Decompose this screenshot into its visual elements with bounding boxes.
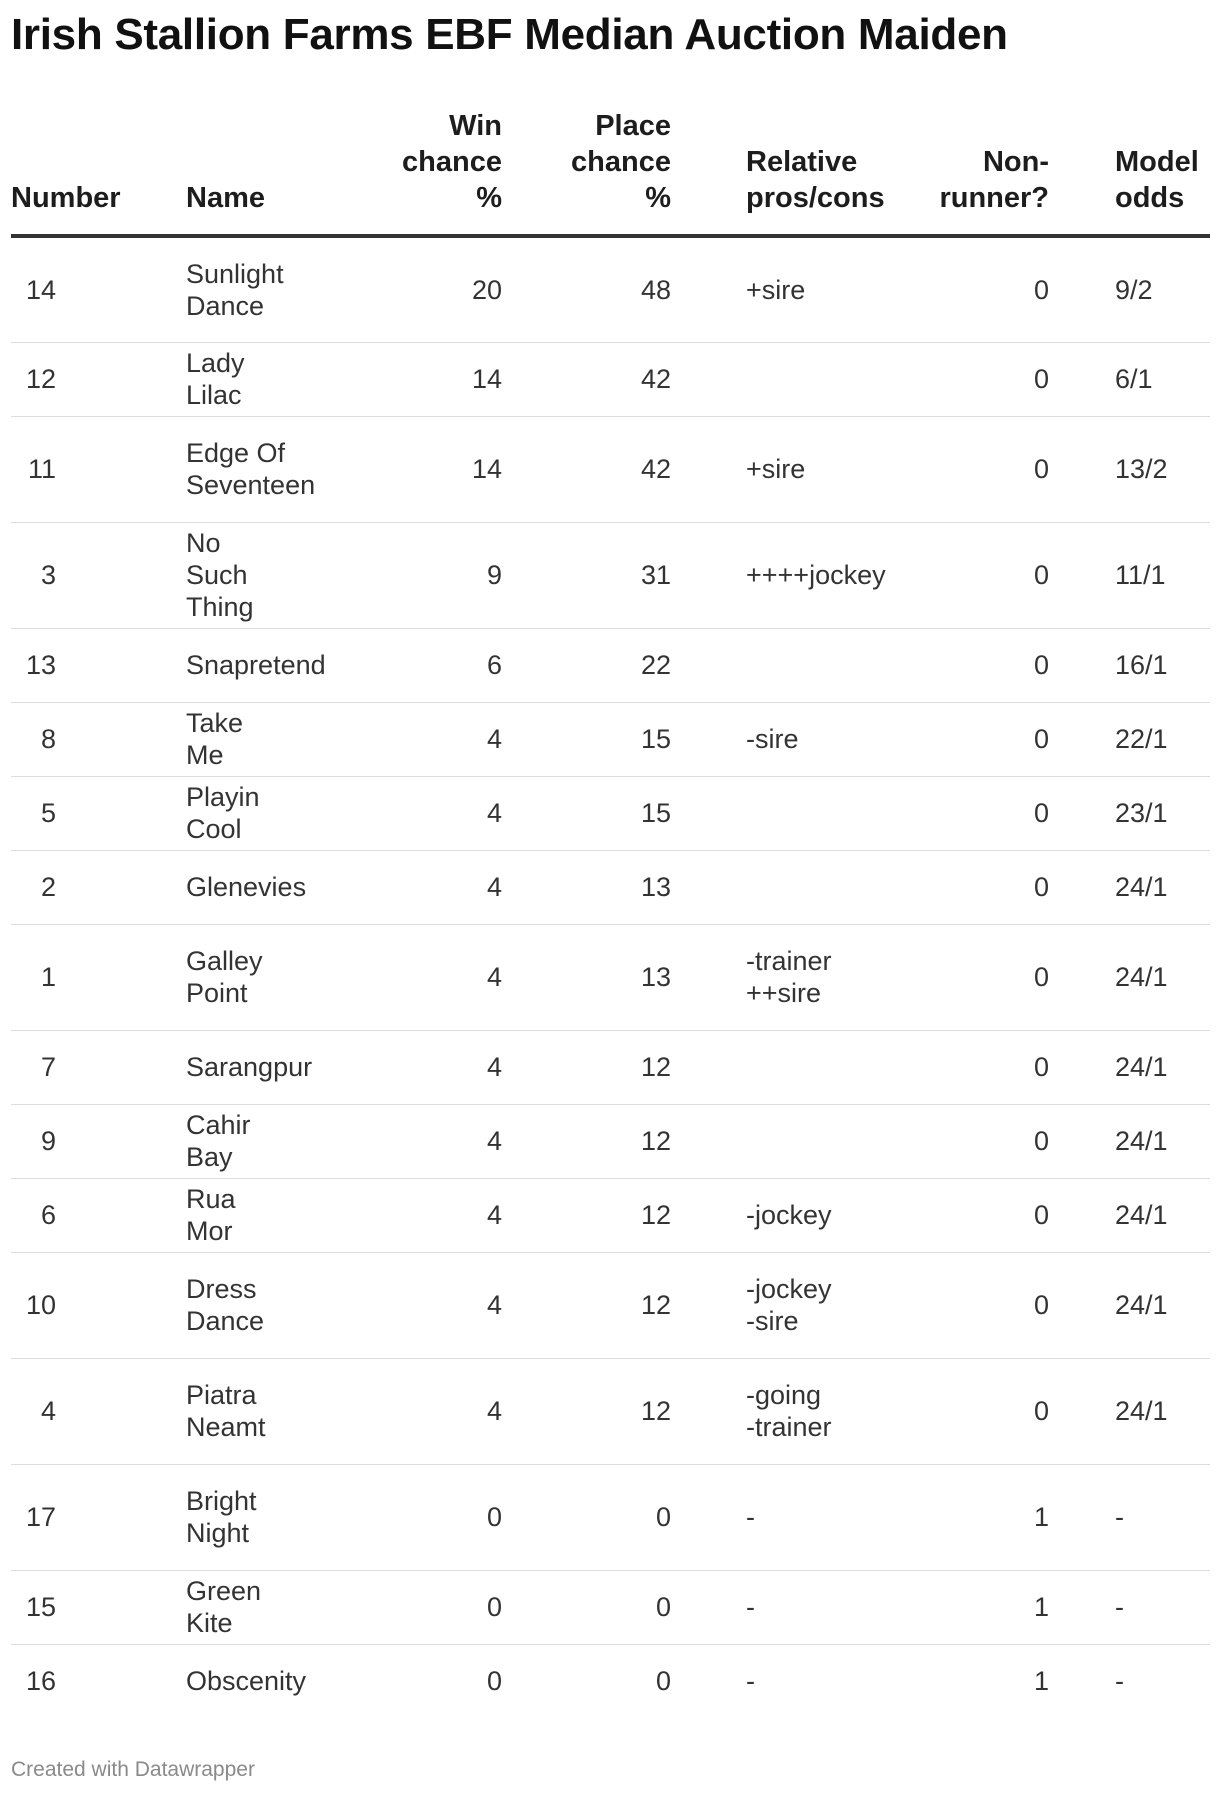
cell-model-odds: 11/1 — [1059, 522, 1210, 628]
column-header-non-runner[interactable]: Non- runner? — [886, 108, 1059, 236]
cell-non-runner: 0 — [886, 776, 1059, 850]
cell-number: 12 — [11, 342, 111, 416]
cell-win-chance: 4 — [286, 1030, 512, 1104]
table-row — [11, 702, 1210, 776]
cell-number: 7 — [11, 1030, 111, 1104]
cell-pros-cons: +sire — [681, 416, 886, 522]
cell-place-chance: 42 — [512, 416, 681, 522]
cell-win-chance: 6 — [286, 628, 512, 702]
cell-name: Green Kite — [111, 1570, 286, 1644]
cell-non-runner: 1 — [1033, 1666, 1049, 1697]
cell-name: Rua Mor — [111, 1178, 286, 1252]
table-row — [11, 416, 1210, 522]
cell-pros-cons — [681, 850, 886, 924]
cell-place-chance: 12 — [512, 1252, 681, 1358]
table-row — [11, 522, 1210, 628]
cell-win-chance: 14 — [286, 416, 512, 522]
cell-non-runner: 0 — [886, 924, 1059, 1030]
cell-pros-cons: - — [746, 1666, 755, 1697]
table-row — [11, 1030, 1210, 1104]
cell-non-runner: 0 — [886, 628, 1059, 702]
cell-win-chance: 4 — [286, 1252, 512, 1358]
cell-model-odds: 9/2 — [1059, 236, 1210, 342]
cell-model-odds: 24/1 — [1059, 1358, 1210, 1464]
cell-number: 8 — [11, 702, 111, 776]
cell-model-odds: 24/1 — [1059, 924, 1210, 1030]
cell-non-runner: 0 — [886, 1178, 1059, 1252]
cell-win-chance: 0 — [286, 1464, 512, 1570]
cell-number: 2 — [11, 850, 111, 924]
cell-place-chance: 12 — [512, 1358, 681, 1464]
cell-place-chance: 31 — [512, 522, 681, 628]
cell-pros-cons — [681, 776, 886, 850]
table-row — [11, 1570, 1210, 1644]
cell-pros-cons: +sire — [681, 236, 886, 342]
cell-name: Edge Of Seventeen — [111, 416, 286, 522]
cell-non-runner: 1 — [886, 1464, 1059, 1570]
cell-place-chance: 15 — [512, 702, 681, 776]
cell-number: 3 — [11, 522, 111, 628]
cell-number: 5 — [11, 776, 111, 850]
table-row — [11, 342, 1210, 416]
cell-number: 16 — [25, 1666, 56, 1697]
cell-place-chance: 42 — [512, 342, 681, 416]
cell-model-odds: 24/1 — [1059, 1178, 1210, 1252]
table-row — [11, 1644, 1210, 1718]
column-header-win-chance[interactable]: Win chance % — [286, 108, 512, 236]
cell-win-chance: 20 — [286, 236, 512, 342]
cell-model-odds: 16/1 — [1059, 628, 1210, 702]
cell-model-odds: 23/1 — [1059, 776, 1210, 850]
cell-number: 9 — [11, 1104, 111, 1178]
cell-win-chance: 4 — [286, 1104, 512, 1178]
cell-place-chance: 12 — [512, 1178, 681, 1252]
cell-place-chance: 22 — [512, 628, 681, 702]
cell-number: 4 — [11, 1358, 111, 1464]
table-row — [11, 1104, 1210, 1178]
cell-name: Obscenity — [186, 1666, 307, 1697]
cell-win-chance: 14 — [286, 342, 512, 416]
column-header-name[interactable]: Name — [111, 108, 286, 236]
runners-table — [11, 108, 1210, 1718]
table-row — [11, 236, 1210, 342]
cell-number: 6 — [11, 1178, 111, 1252]
cell-model-odds: - — [1115, 1666, 1124, 1697]
cell-pros-cons — [681, 628, 886, 702]
table-row — [11, 1178, 1210, 1252]
cell-name: Playin Cool — [111, 776, 286, 850]
cell-number: 15 — [11, 1570, 111, 1644]
cell-place-chance: 0 — [512, 1570, 681, 1644]
cell-model-odds: - — [1059, 1570, 1210, 1644]
cell-name: Dress Dance — [111, 1252, 286, 1358]
table-header-row — [11, 108, 1210, 236]
page-title: Irish Stallion Farms EBF Median Auction Maiden — [11, 10, 1008, 59]
cell-non-runner: 0 — [886, 702, 1059, 776]
cell-pros-cons: -sire — [681, 702, 886, 776]
cell-name: Sarangpur — [111, 1030, 286, 1104]
cell-win-chance: 0 — [486, 1666, 502, 1697]
cell-non-runner: 0 — [886, 342, 1059, 416]
table-row — [11, 850, 1210, 924]
cell-non-runner: 0 — [886, 1030, 1059, 1104]
cell-non-runner: 0 — [886, 1252, 1059, 1358]
column-header-model-odds[interactable]: Model odds — [1059, 108, 1210, 236]
cell-model-odds: 24/1 — [1059, 1030, 1210, 1104]
cell-place-chance: 0 — [512, 1464, 681, 1570]
cell-name: Piatra Neamt — [111, 1358, 286, 1464]
table-row — [11, 776, 1210, 850]
cell-number: 11 — [11, 416, 111, 522]
table-row — [11, 1252, 1210, 1358]
cell-non-runner: 0 — [886, 416, 1059, 522]
cell-name: Cahir Bay — [111, 1104, 286, 1178]
column-header-number[interactable]: Number — [11, 108, 111, 236]
cell-name: Lady Lilac — [111, 342, 286, 416]
cell-win-chance: 4 — [286, 850, 512, 924]
cell-name: Sunlight Dance — [111, 236, 286, 342]
cell-name: Glenevies — [111, 850, 286, 924]
cell-win-chance: 4 — [286, 1358, 512, 1464]
cell-pros-cons — [681, 342, 886, 416]
cell-name: Take Me — [111, 702, 286, 776]
cell-non-runner: 1 — [886, 1570, 1059, 1644]
cell-pros-cons: -jockey -sire — [681, 1252, 886, 1358]
cell-win-chance: 0 — [286, 1570, 512, 1644]
cell-win-chance: 4 — [286, 702, 512, 776]
cell-non-runner: 0 — [886, 1104, 1059, 1178]
cell-number: 14 — [11, 236, 111, 342]
cell-place-chance: 13 — [512, 850, 681, 924]
cell-pros-cons: ++++jockey — [681, 522, 886, 628]
cell-model-odds: 6/1 — [1059, 342, 1210, 416]
cell-pros-cons: -going -trainer — [681, 1358, 886, 1464]
cell-name: Snapretend — [111, 628, 286, 702]
cell-place-chance: 0 — [655, 1666, 671, 1697]
cell-model-odds: 24/1 — [1059, 1252, 1210, 1358]
cell-number: 17 — [11, 1464, 111, 1570]
cell-pros-cons: - — [681, 1464, 886, 1570]
cell-place-chance: 12 — [512, 1030, 681, 1104]
cell-win-chance: 4 — [286, 776, 512, 850]
cell-non-runner: 0 — [886, 1358, 1059, 1464]
table-row — [11, 924, 1210, 1030]
cell-win-chance: 4 — [286, 1178, 512, 1252]
cell-model-odds: 24/1 — [1059, 1104, 1210, 1178]
column-header-pros-cons[interactable]: Relative pros/cons — [681, 108, 886, 236]
cell-number: 13 — [11, 628, 111, 702]
table-body — [11, 236, 1210, 1718]
table-row — [11, 628, 1210, 702]
cell-model-odds: - — [1059, 1464, 1210, 1570]
cell-non-runner: 0 — [886, 522, 1059, 628]
table-row — [11, 1464, 1210, 1570]
cell-win-chance: 4 — [286, 924, 512, 1030]
cell-pros-cons — [681, 1104, 886, 1178]
cell-win-chance: 9 — [286, 522, 512, 628]
cell-name: Bright Night — [111, 1464, 286, 1570]
cell-pros-cons: - — [681, 1570, 886, 1644]
datawrapper-credit[interactable]: Created with Datawrapper — [11, 1758, 255, 1781]
cell-pros-cons — [681, 1030, 886, 1104]
cell-place-chance: 48 — [512, 236, 681, 342]
cell-non-runner: 0 — [886, 236, 1059, 342]
cell-number: 1 — [11, 924, 111, 1030]
cell-non-runner: 0 — [886, 850, 1059, 924]
cell-pros-cons: -trainer ++sire — [681, 924, 886, 1030]
cell-pros-cons: -jockey — [681, 1178, 886, 1252]
cell-model-odds: 13/2 — [1059, 416, 1210, 522]
cell-name: No Such Thing — [111, 522, 286, 628]
cell-place-chance: 13 — [512, 924, 681, 1030]
cell-place-chance: 15 — [512, 776, 681, 850]
cell-model-odds: 22/1 — [1059, 702, 1210, 776]
cell-number: 10 — [11, 1252, 111, 1358]
cell-model-odds: 24/1 — [1059, 850, 1210, 924]
cell-name: Galley Point — [111, 924, 286, 1030]
table-row — [11, 1358, 1210, 1464]
cell-place-chance: 12 — [512, 1104, 681, 1178]
column-header-place-chance[interactable]: Place chance % — [512, 108, 681, 236]
